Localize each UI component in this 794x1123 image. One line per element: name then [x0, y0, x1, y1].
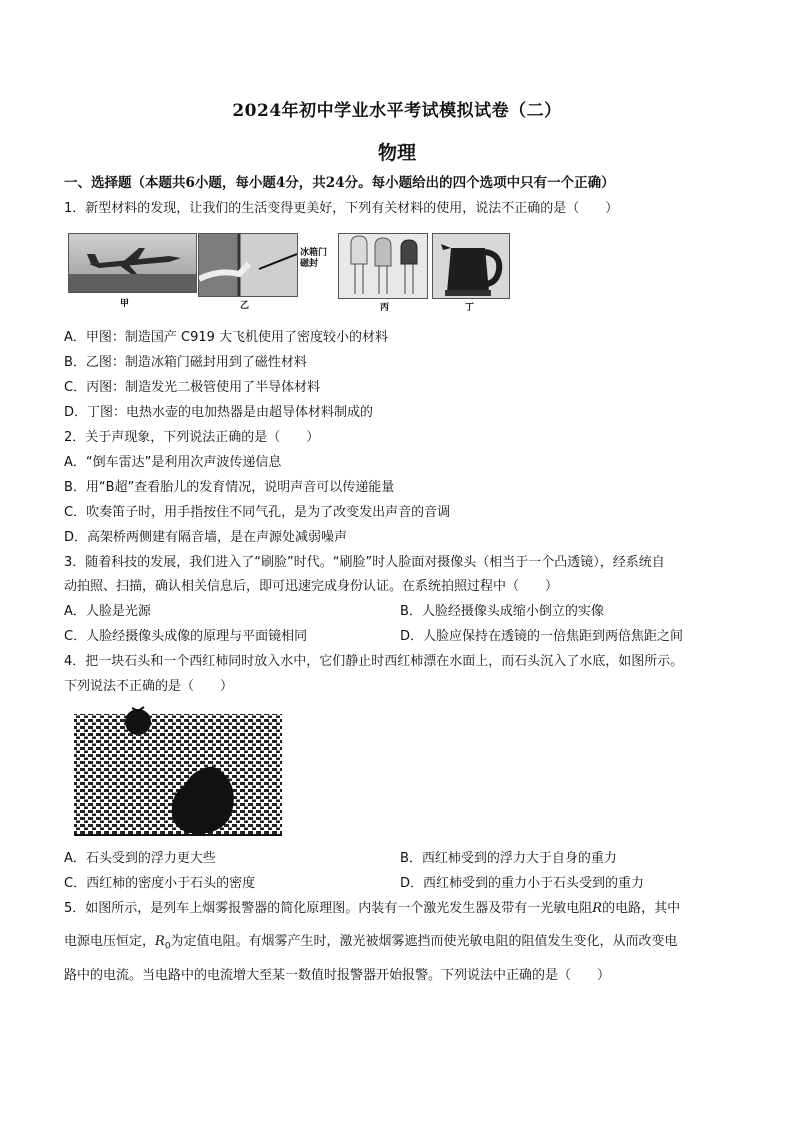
- annotation-line-2: 磁封: [300, 259, 319, 269]
- kettle-icon: [433, 234, 509, 298]
- q1-option-c: C．丙图：制造发光二极管使用了半导体材料: [64, 380, 321, 395]
- q3-option-a: A．人脸是光源: [64, 604, 151, 619]
- fig-label-bing: 丙: [380, 303, 390, 313]
- q1-stem: 1．新型材料的发现，让我们的生活变得更美好，下列有关材料的使用，说法不正确的是（ ）: [64, 201, 619, 216]
- q5-line-2-text-a: 电源电压恒定，: [64, 934, 156, 949]
- led-icon: [339, 234, 427, 298]
- fridge-seal-icon: [199, 234, 297, 296]
- water-tank-illustration: [72, 704, 284, 838]
- q5-line-3: 路中的电流。当电路中的电流增大至某一数值时报警器开始报警。下列说法中正确的是（ ）: [64, 968, 611, 983]
- q1-option-a: A．甲图：制造国产 C919 大飞机使用了密度较小的材料: [64, 330, 389, 345]
- q4-stem-line-1: 4．把一块石头和一个西红柿同时放入水中，它们静止时西红柿漂在水面上，而石头沉入了水底，如图所示。: [64, 654, 684, 669]
- q3-stem-line-2: 动拍照、扫描，确认相关信息后，即可迅速完成身份认证。在系统拍照过程中（ ）: [64, 579, 559, 594]
- q4-option-a: A．石头受到的浮力更大些: [64, 851, 216, 866]
- q5-line-1-text-b: 的电路，其中: [602, 901, 681, 916]
- q4-option-b: B．西红柿受到的浮力大于自身的重力: [400, 851, 617, 866]
- q5-line-2-text-b: 为定值电阻。有烟雾产生时，激光被烟雾遮挡而使光敏电阻的阻值发生变化，从而改变电: [170, 934, 678, 949]
- fridge-seal-photo: [198, 233, 298, 297]
- fig-label-ding: 丁: [465, 303, 475, 313]
- q2-stem: 2．关于声现象，下列说法正确的是（ ）: [64, 430, 320, 445]
- q2-option-b: B．用“B超”查看胎儿的发育情况，说明声音可以传递能量: [64, 480, 395, 495]
- q5-line-1-text-a: 5．如图所示，是列车上烟雾报警器的简化原理图。内装有一个激光发生器及带有一光敏电阻: [64, 901, 593, 916]
- q4-figure: [72, 704, 284, 838]
- q2-option-c: C．吹奏笛子时，用手指按住不同气孔，是为了改变发出声音的音调: [64, 505, 451, 520]
- q3-stem-line-1: 3．随着科技的发展，我们进入了“刷脸”时代。“刷脸”时人脸面对摄像头（相当于一个凸透镜），经系统自: [64, 555, 665, 570]
- q3-option-d: D．人脸应保持在透镜的一倍焦距到两倍焦距之间: [400, 629, 684, 644]
- q4-option-c: C．西红柿的密度小于石头的密度: [64, 876, 256, 891]
- q5-line-1: [64, 901, 680, 917]
- annotation-line-1: 冰箱门: [300, 248, 328, 258]
- q5-variable-r: R: [592, 901, 603, 916]
- exam-title: 2024年初中学业水平考试模拟试卷（二）: [232, 101, 562, 121]
- q3-option-c: C．人脸经摄像头成像的原理与平面镜相同: [64, 629, 308, 644]
- q1-option-b: B．乙图：制造冰箱门磁封用到了磁性材料: [64, 355, 307, 370]
- airplane-icon: [69, 234, 196, 292]
- fridge-seal-annotation: [300, 248, 327, 270]
- q1-option-d: D．丁图：电热水壶的电加热器是由超导体材料制成的: [64, 405, 374, 420]
- fig-label-yi: 乙: [240, 301, 250, 311]
- airplane-photo: [68, 233, 197, 293]
- q2-option-a: A．“倒车雷达”是利用次声波传递信息: [64, 455, 282, 470]
- kettle-photo: [432, 233, 510, 299]
- q2-option-d: D．高架桥两侧建有隔音墙，是在声源处减弱噪声: [64, 530, 348, 545]
- q5-variable-r0: R: [155, 934, 165, 949]
- led-photo: [338, 233, 428, 299]
- section-heading: 一、选择题（本题共6小题，每小题4分，共24分。每小题给出的四个选项中只有一个正确）: [64, 175, 615, 191]
- q3-option-b: B．人脸经摄像头成缩小倒立的实像: [400, 604, 604, 619]
- q4-stem-line-2: 下列说法不正确的是（ ）: [64, 679, 234, 694]
- q4-option-d: D．西红柿受到的重力小于石头受到的重力: [400, 876, 645, 891]
- subject-title: 物理: [377, 142, 416, 164]
- tomato-icon: [125, 707, 151, 735]
- q5-variable-r0-subscript: 0: [164, 941, 171, 952]
- fig-label-jia: 甲: [120, 299, 130, 309]
- q5-line-2: [64, 934, 678, 955]
